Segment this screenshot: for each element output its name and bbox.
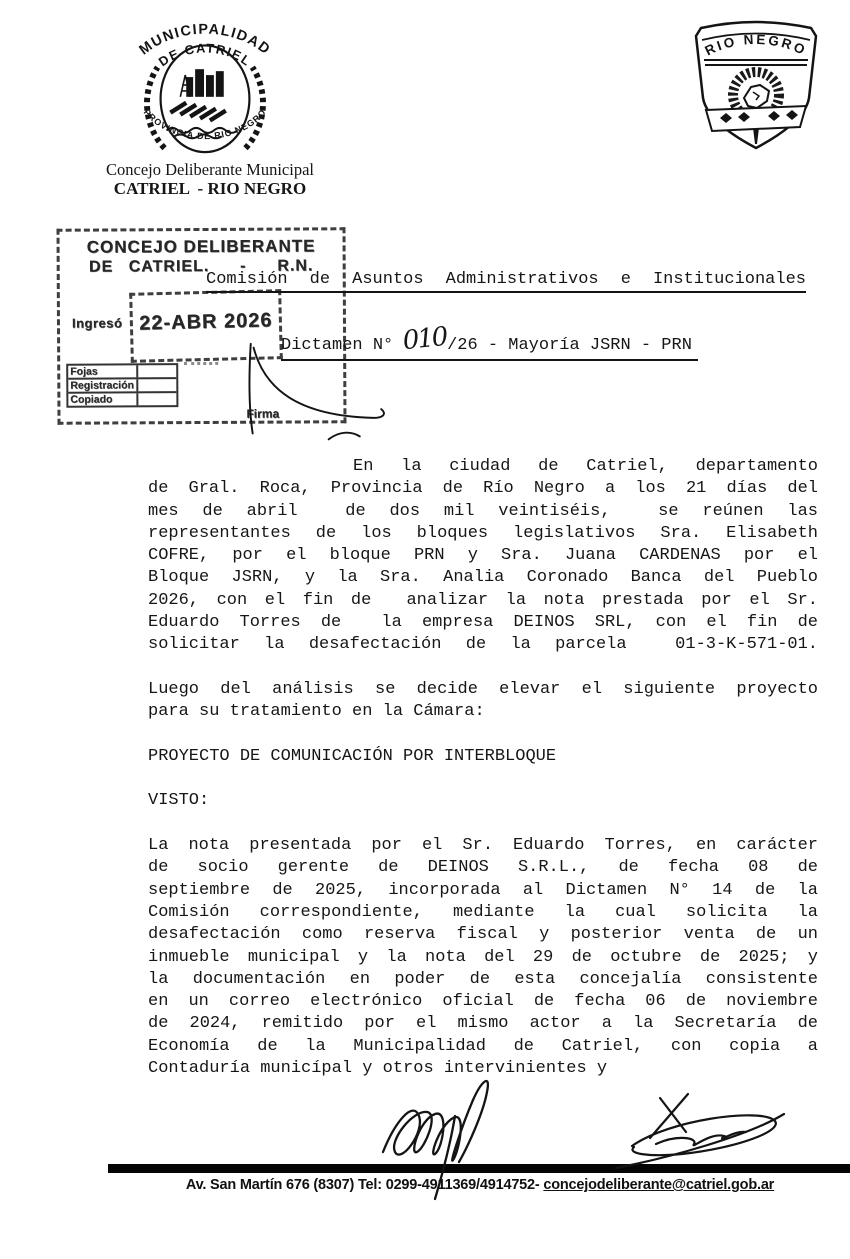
body-text [148, 456, 818, 1103]
stamp-row [68, 365, 176, 380]
text-line: Luego del análisis se decide elevar el siguiente proyecto [148, 679, 818, 699]
text-line: 2026, con el fin de analizar la nota prestada por el Sr. [148, 590, 818, 610]
org-name-line2: CATRIEL - RIO NEGRO [113, 179, 307, 198]
dictamen-number-handwritten: 010 [401, 321, 449, 357]
svg-text:PROVINCIA DE RIO NEGRO [142, 107, 269, 141]
text-line: de Gral. Roca, Provincia de Río Negro a los 21 días del [148, 479, 818, 499]
stamp-firma-label: Firma [246, 406, 280, 421]
stamp-row-label: Copiado [68, 393, 138, 405]
paragraph [148, 835, 818, 1080]
text-line: En la ciudad de Catriel, departamento [353, 457, 818, 476]
seal-arc-text-1: MUNICIPALIDAD [136, 21, 274, 59]
stamp-date: 22-ABR 2026 [138, 309, 273, 335]
text-line: de socio gerente de DEINOS S.R.L., de fecha 08 de [148, 858, 818, 878]
seal-arc-text-bottom: PROVINCIA DE RIO NEGRO [141, 107, 269, 142]
stamp-row-value [138, 379, 176, 391]
text-line: Comisión correspondiente, mediante la cual solicita la [148, 902, 818, 922]
text-line: Economía de la Municipalidad de Catriel, con copia a [148, 1036, 818, 1056]
stamp-row-label: Fojas [68, 365, 138, 377]
text-line: Contaduría municípal y otros intervinientes y [148, 1059, 608, 1079]
stamp-row-value [138, 365, 176, 377]
dictamen-suffix: /26 - Mayoría JSRN - PRN [447, 336, 692, 355]
text-line: Bloque JSRN, y la Sra. Analia Coronado Banca del Pueblo [148, 568, 818, 588]
commission-heading: Comisión de Asuntos Administrativos e Institucionales [206, 270, 806, 293]
text-line: la documentación en poder de esta concejalía consistente [148, 969, 818, 989]
faint-stamp-remnant [184, 362, 218, 365]
org-name-line1: Concejo Deliberante Municipal [105, 160, 314, 179]
stamp-title-line1: CONCEJO DELIBERANTE [86, 236, 316, 257]
stamp-row [68, 393, 176, 406]
stamp-ingreso-label: Ingresó [71, 315, 123, 331]
dictamen-heading [281, 321, 698, 361]
stamp-title-line2: DE CATRIEL. - R.N. [88, 257, 314, 276]
stamp-row [68, 379, 176, 394]
text-line: solicitar la desafectación de la parcela 01-3-K-571-01. [148, 635, 818, 655]
signature-left [355, 1056, 540, 1201]
rio-negro-crest-icon [686, 10, 826, 155]
signature-right [598, 1080, 793, 1175]
text-line: La nota presentada por el Sr. Eduardo Torres, en carácter [148, 836, 818, 856]
text-line: inmueble municipal y la nota del 29 de octubre de 2025; y [148, 947, 818, 967]
crest-text: RIO NEGRO [702, 31, 810, 59]
text-line: de 2024, remitido por el mismo actor a la Secretaría de [148, 1014, 818, 1034]
paragraph [148, 679, 818, 724]
paragraph [148, 456, 818, 657]
seal-arc-text-2: DE CATRIEL [155, 40, 255, 70]
text-line: VISTO: [148, 791, 210, 811]
text-line: Eduardo Torres de la empresa DEINOS SRL, con el fin de [148, 613, 818, 633]
stamp-row-value [138, 393, 176, 405]
stamp-row-label: Registración [68, 379, 138, 391]
text-line: para su tratamiento en la Cámara: [148, 702, 485, 722]
footer-address: Av. San Martín 676 (8307) Tel: 0299-4911369/4914752- [185, 1177, 544, 1193]
text-line: septiembre de 2025, incorporada al Dictamen N° 14 de la [148, 880, 818, 900]
text-line: desafectación como reserva fiscal y posterior venta de un [148, 925, 818, 945]
dictamen-prefix: Dictamen N° [281, 336, 404, 355]
text-line: mes de abril de dos mil veintiséis, se reúnen las [148, 501, 818, 521]
footer-email: concejodeliberante@catriel.gob.ar [543, 1177, 775, 1193]
paragraph [148, 746, 818, 768]
text-line: en un correo electrónico oficial de fecha 06 de noviembre [148, 992, 818, 1012]
text-line: PROYECTO DE COMUNICACIÓN POR INTERBLOQUE [148, 746, 557, 766]
municipal-seal-icon [100, 4, 310, 162]
text-line: representantes de los bloques legislativos Sra. Elisabeth [148, 523, 818, 543]
text-line: COFRE, por el bloque PRN y Sra. Juana CARDENAS por el [148, 546, 818, 566]
paragraph [148, 790, 818, 812]
stamp-register-table [66, 363, 178, 408]
